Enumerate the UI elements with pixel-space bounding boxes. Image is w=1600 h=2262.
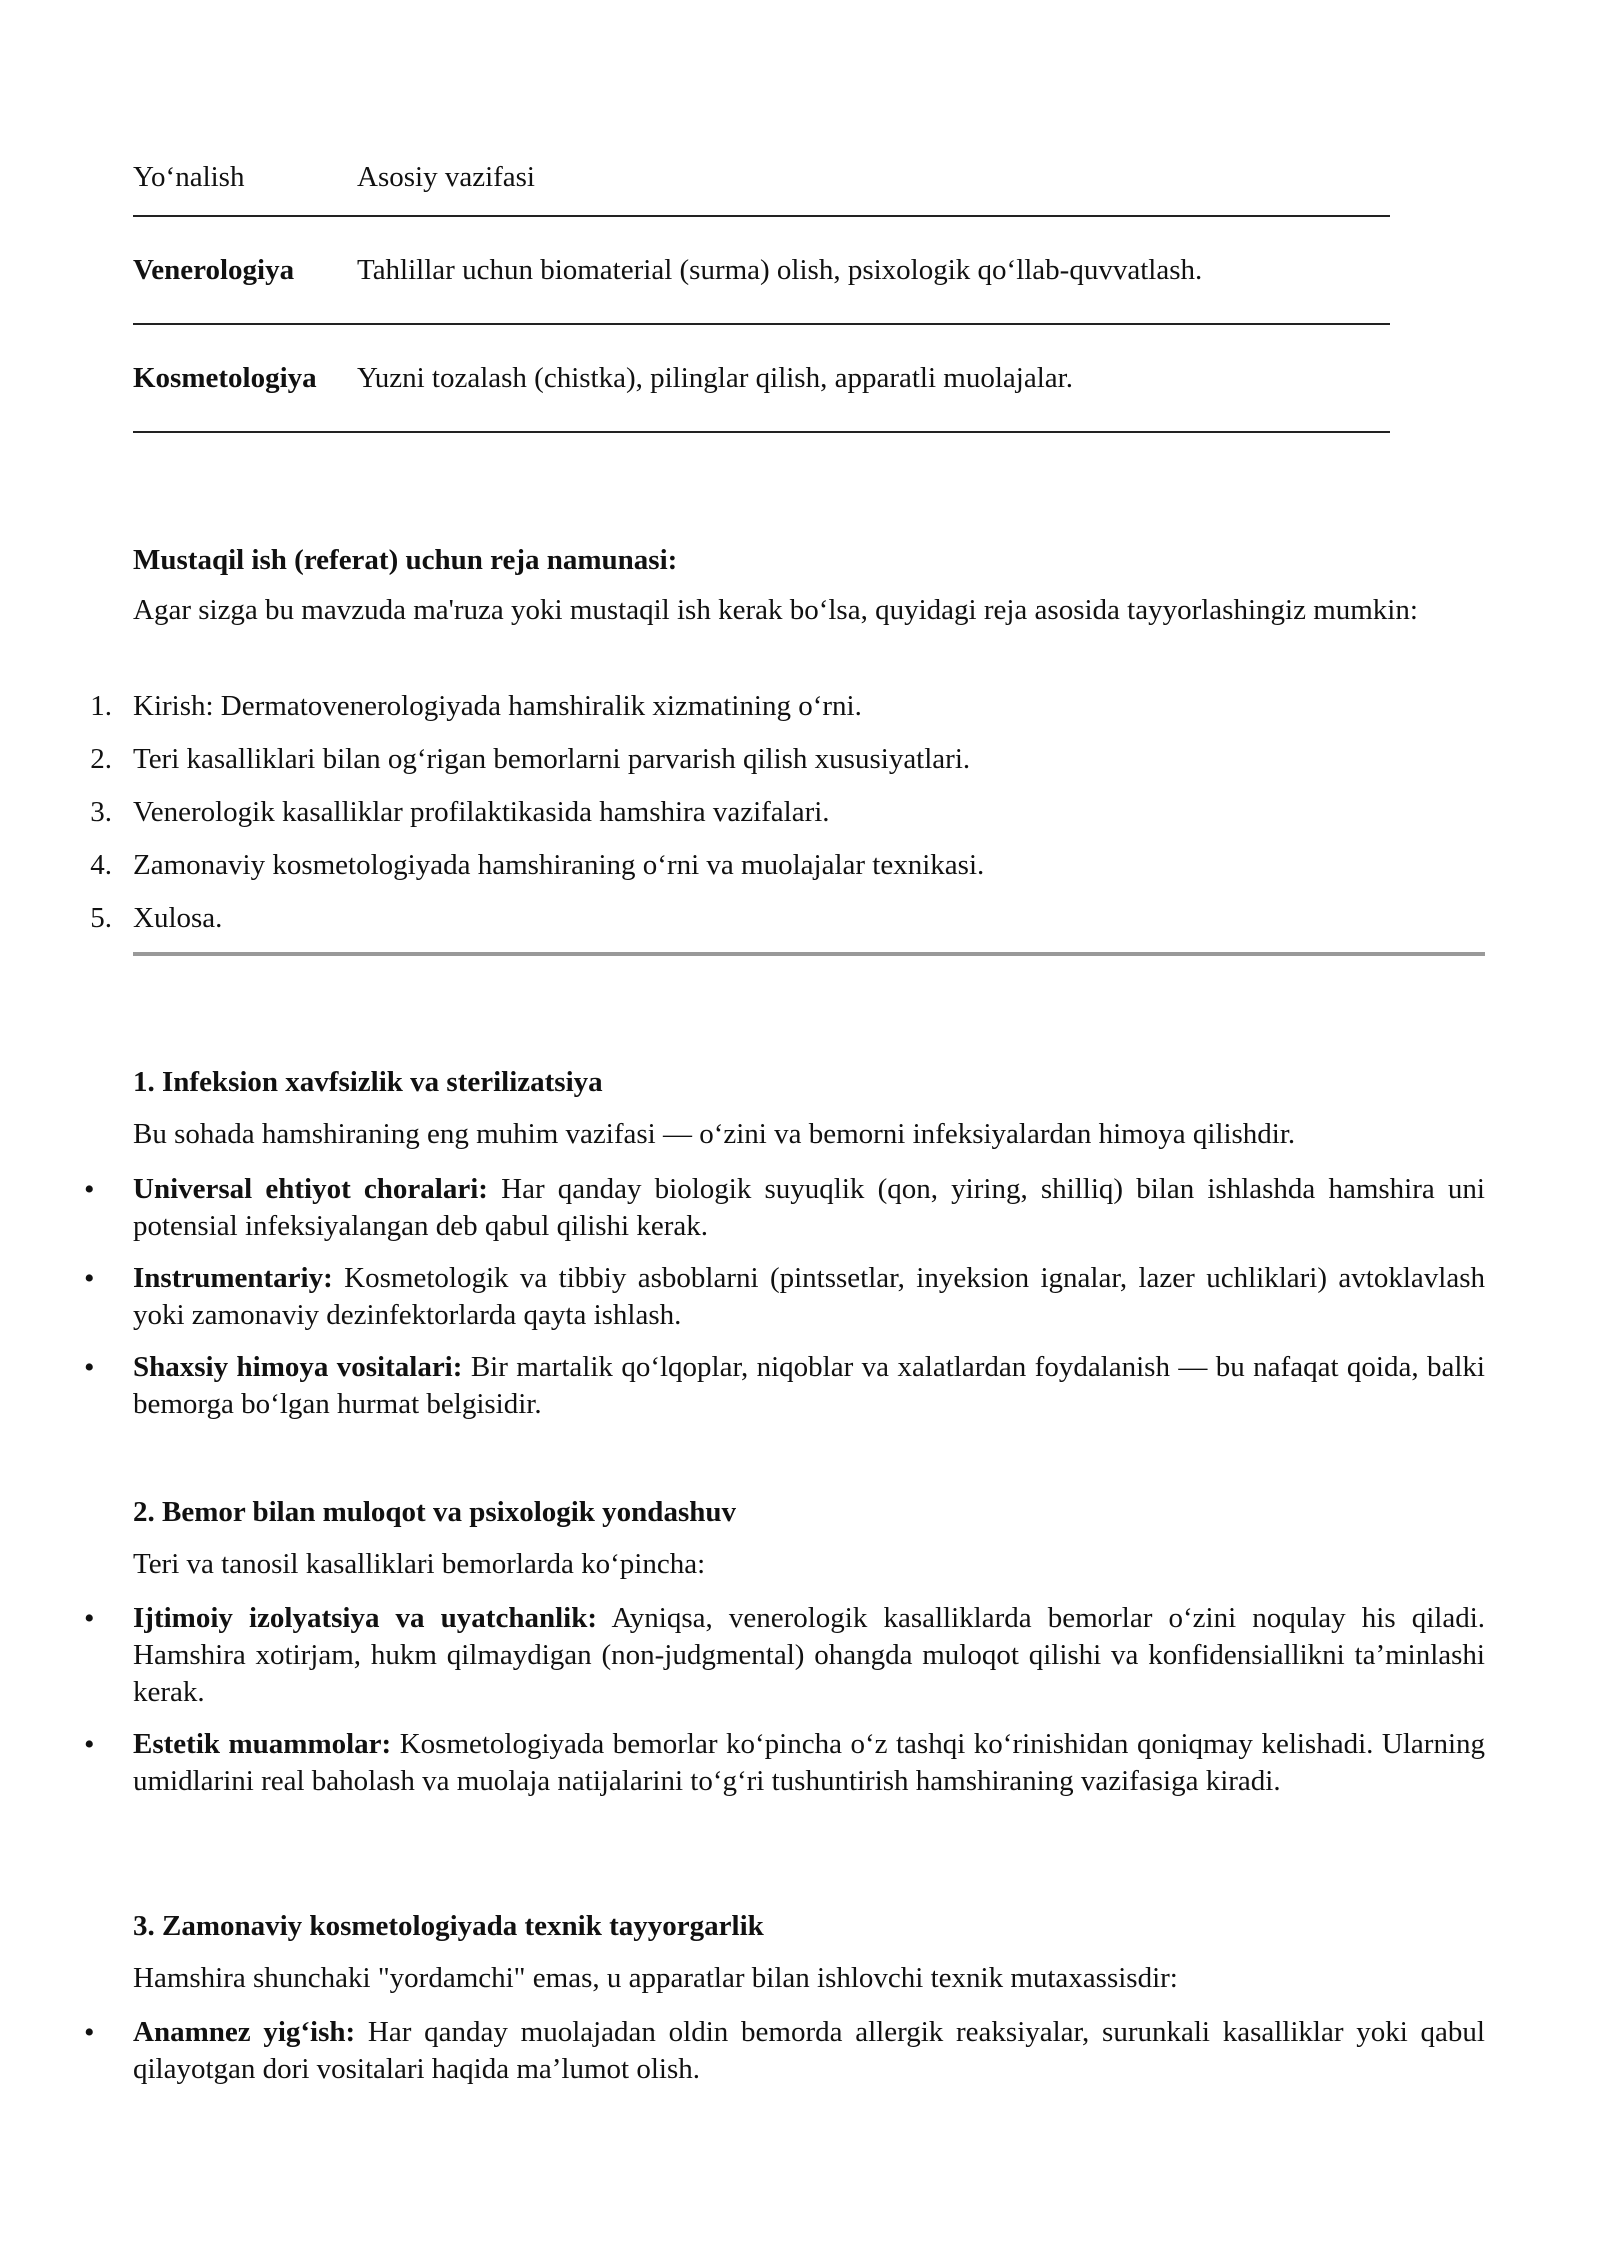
list-item: [0, 790, 1485, 843]
bullet-icon: •: [84, 1262, 95, 1295]
bullet-text: Kosmetologiyada bemorlar ko‘pincha o‘z tashqi ko‘rinishidan qoniqmay kelishadi. Ularning umidlarini real baholash va muolaja natijalarini to‘g‘ri tushuntirish hamshiraning vazifasiga kiradi.: [133, 1728, 1485, 1797]
list-item: [0, 896, 1485, 949]
section-2: [133, 1493, 1485, 1583]
section-1-bullets: [0, 1171, 1502, 1438]
directions-table: [133, 140, 1390, 433]
list-item: [0, 1600, 1502, 1711]
section-1-heading: 1. Infeksion xavfsizlik va sterilizatsiya: [133, 1066, 603, 1098]
bullet-title: Instrumentariy:: [133, 1262, 333, 1294]
bullet-text: Bir martalik qo‘lqoplar, niqoblar va xalatlardan foydalanish — bu nafaqat qoida, balki bemorga bo‘lgan hurmat belgisidir.: [133, 1351, 1485, 1420]
table-cell-direction: Venerologiya: [133, 253, 295, 286]
plan-section: [133, 541, 1485, 629]
list-item: [0, 2014, 1502, 2088]
list-number: 4.: [90, 849, 112, 881]
section-3-heading: 3. Zamonaviy kosmetologiyada texnik tayyorgarlik: [133, 1910, 764, 1942]
list-item-text: Xulosa.: [133, 902, 223, 934]
section-3-intro: Hamshira shunchaki "yordamchi" emas, u apparatlar bilan ishlovchi texnik mutaxassisdir:: [133, 1962, 1178, 1994]
bullet-title: Ijtimoiy izolyatsiya va uyatchanlik:: [133, 1602, 597, 1634]
bullet-text: Har qanday biologik suyuqlik (qon, yiring, shilliq) bilan ishlashda hamshira uni potensial infeksiyalangan deb qabul qilishi kerak.: [133, 1173, 1485, 1242]
list-item-text: Venerologik kasalliklar profilaktikasida hamshira vazifalari.: [133, 796, 830, 828]
list-number: 5.: [90, 902, 112, 934]
section-3-bullets: [0, 2014, 1502, 2103]
list-item: [0, 1171, 1502, 1245]
list-item-text: Zamonaviy kosmetologiyada hamshiraning o‘rni va muolajalar texnikasi.: [133, 849, 985, 881]
bullet-text: Kosmetologik va tibbiy asboblarni (pintssetlar, inyeksion ignalar, lazer uchliklari) avtoklavlash yoki zamonaviy dezinfektorlarda qayta ishlash.: [133, 1262, 1485, 1331]
bullet-icon: •: [84, 1602, 95, 1635]
bullet-text: Har qanday muolajadan oldin bemorda allergik reaksiyalar, surunkali kasalliklar yoki qabul qilayotgan dori vositalari haqida ma’lumot olish.: [133, 2016, 1485, 2085]
plan-intro: Agar sizga bu mavzuda ma'ruza yoki mustaqil ish kerak bo‘lsa, quyidagi reja asosida tayyorlashingiz mumkin:: [133, 594, 1418, 626]
list-item-text: Teri kasalliklari bilan og‘rigan bemorlarni parvarish qilish xususiyatlari.: [133, 743, 971, 775]
table-header-task: Asosiy vazifasi: [357, 161, 535, 193]
bullet-title: Estetik muammolar:: [133, 1728, 392, 1760]
table-header-direction: Yo‘nalish: [133, 161, 245, 193]
bullet-icon: •: [84, 1728, 95, 1761]
list-item: [0, 684, 1485, 737]
list-number: 2.: [90, 743, 112, 775]
bullet-title: Shaxsiy himoya vositalari:: [133, 1351, 463, 1383]
section-1-intro: Bu sohada hamshiraning eng muhim vazifasi — o‘zini va bemorni infeksiyalardan himoya qilishdir.: [133, 1118, 1296, 1150]
table-cell-task: Yuzni tozalash (chistka), pilinglar qilish, apparatli muolajalar.: [357, 361, 1073, 394]
section-2-heading: 2. Bemor bilan muloqot va psixologik yondashuv: [133, 1496, 736, 1528]
list-item: [0, 1260, 1502, 1334]
table-row: [133, 325, 1390, 433]
section-3: [133, 1907, 1485, 1997]
table-cell-task: Tahlillar uchun biomaterial (surma) olish, psixologik qo‘llab-quvvatlash.: [357, 253, 1203, 286]
bullet-title: Anamnez yig‘ish:: [133, 2016, 356, 2048]
list-item: [0, 1349, 1502, 1423]
list-item: [0, 843, 1485, 896]
plan-list: [0, 684, 1485, 949]
table-header-row: [133, 140, 1390, 217]
list-number: 1.: [90, 690, 112, 722]
list-item: [0, 1726, 1502, 1800]
list-item-text: Kirish: Dermatovenerologiyada hamshiralik xizmatining o‘rni.: [133, 690, 862, 722]
table-row: [133, 217, 1390, 325]
bullet-text: Ayniqsa, venerologik kasalliklarda bemorlar o‘zini noqulay his qiladi. Hamshira xotirjam, hukm qilmaydigan (non-judgmental) ohangda muloqot qilishi va konfidensiallikni ta’minlashi kerak.: [133, 1602, 1485, 1708]
bullet-icon: •: [84, 1351, 95, 1384]
section-1: [133, 1063, 1485, 1153]
bullet-title: Universal ehtiyot choralari:: [133, 1173, 488, 1205]
bullet-icon: •: [84, 2016, 95, 2049]
bullet-icon: •: [84, 1173, 95, 1206]
section-2-intro: Teri va tanosil kasalliklari bemorlarda ko‘pincha:: [133, 1548, 706, 1580]
list-item: [0, 737, 1485, 790]
plan-heading: Mustaqil ish (referat) uchun reja namunasi:: [133, 544, 678, 576]
section-2-bullets: [0, 1600, 1502, 1815]
list-number: 3.: [90, 796, 112, 828]
table-cell-direction: Kosmetologiya: [133, 361, 317, 394]
horizontal-divider: [133, 952, 1485, 956]
